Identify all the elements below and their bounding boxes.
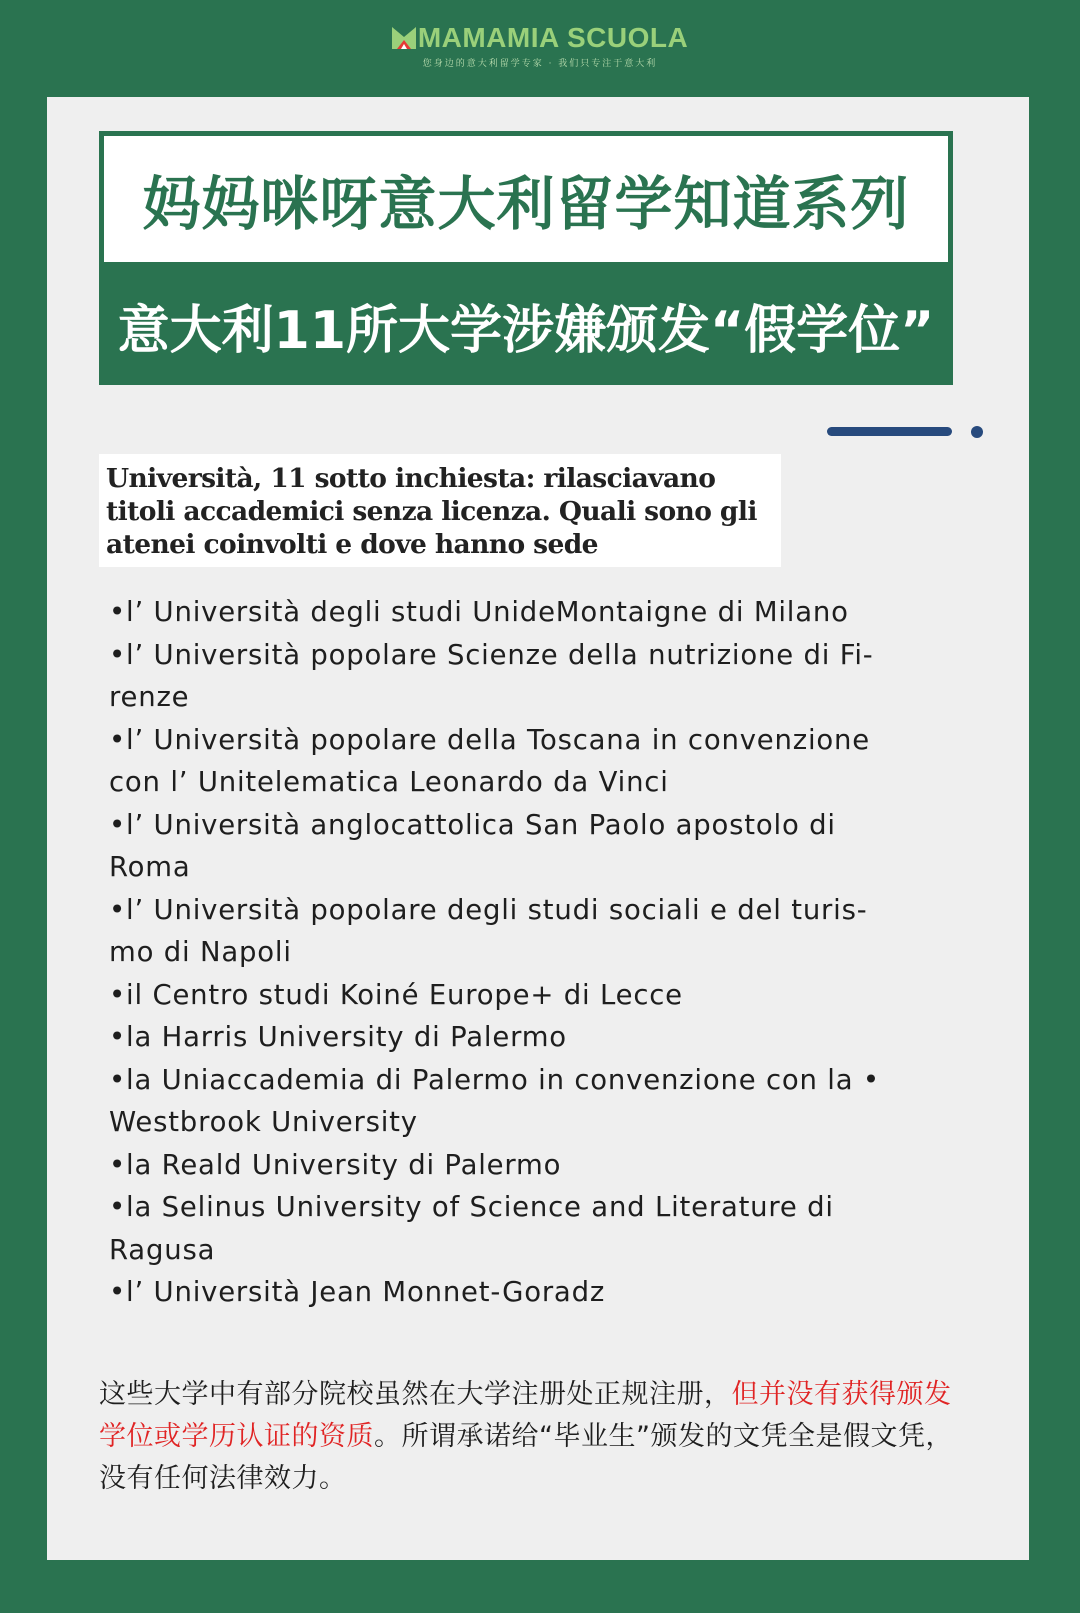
note-text: 这些大学中有部分院校虽然在大学注册处正规注册， <box>99 1379 732 1410</box>
logo <box>0 22 1080 69</box>
header <box>0 0 1080 98</box>
subtitle-bar <box>99 265 953 385</box>
list-item: •l’ Università Jean Monnet-Goradz <box>109 1276 606 1308</box>
note-text-end: 。所谓承诺给“毕业生”颁发的文凭全是假文凭，没有任何法律效力。 <box>99 1421 953 1494</box>
title-box <box>99 131 953 267</box>
list-item: •l’ Università popolare Scienze della nutrizione di Fi-renze <box>109 638 874 713</box>
decorative-dot <box>971 426 983 438</box>
university-list <box>109 591 889 1314</box>
list-item: •l’ Università popolare della Toscana in convenzione con l’ Unitelematica Leonardo da Vinci <box>109 723 870 798</box>
logo-mark-icon <box>392 27 416 49</box>
list-item: •il Centro studi Koiné Europe+ di Lecce <box>109 978 683 1011</box>
page-title: 妈妈咪呀意大利留学知道系列 <box>142 170 910 238</box>
list-item: •la Uniaccademia di Palermo in convenzione con la • Westbrook University <box>109 1063 880 1138</box>
list-item: •la Selinus University of Science and Literature di Ragusa <box>109 1191 834 1266</box>
note-highlight: 但并没有获得颁发学位或学历认证的资质 <box>99 1379 952 1452</box>
news-headline-box <box>99 454 781 567</box>
list-item: •l’ Università anglocattolica San Paolo apostolo di Roma <box>109 808 836 883</box>
list-item: •la Harris University di Palermo <box>109 1021 567 1053</box>
list-item: •l’ Università degli studi UnideMontaigne di Milano <box>109 596 849 628</box>
logo-text: MAMAMIA SCUOLA <box>417 22 689 53</box>
content-card <box>47 97 1029 1560</box>
page-subtitle: 意大利11所大学涉嫌颁发“假学位” <box>117 300 935 361</box>
list-item: •la Reald University di Palermo <box>109 1148 562 1181</box>
news-headline: Università, 11 sotto inchiesta: rilasciavano titoli accademici senza licenza. Quali sono gli atenei coinvolti e dove hanno sede <box>106 463 757 560</box>
list-item: •l’ Università popolare degli studi sociali e del turis-mo di Napoli <box>109 893 868 968</box>
note-paragraph <box>99 1374 959 1500</box>
decorative-line <box>827 427 952 436</box>
logo-tagline: 您身边的意大利留学专家 · 我们只专注于意大利 <box>422 59 658 69</box>
